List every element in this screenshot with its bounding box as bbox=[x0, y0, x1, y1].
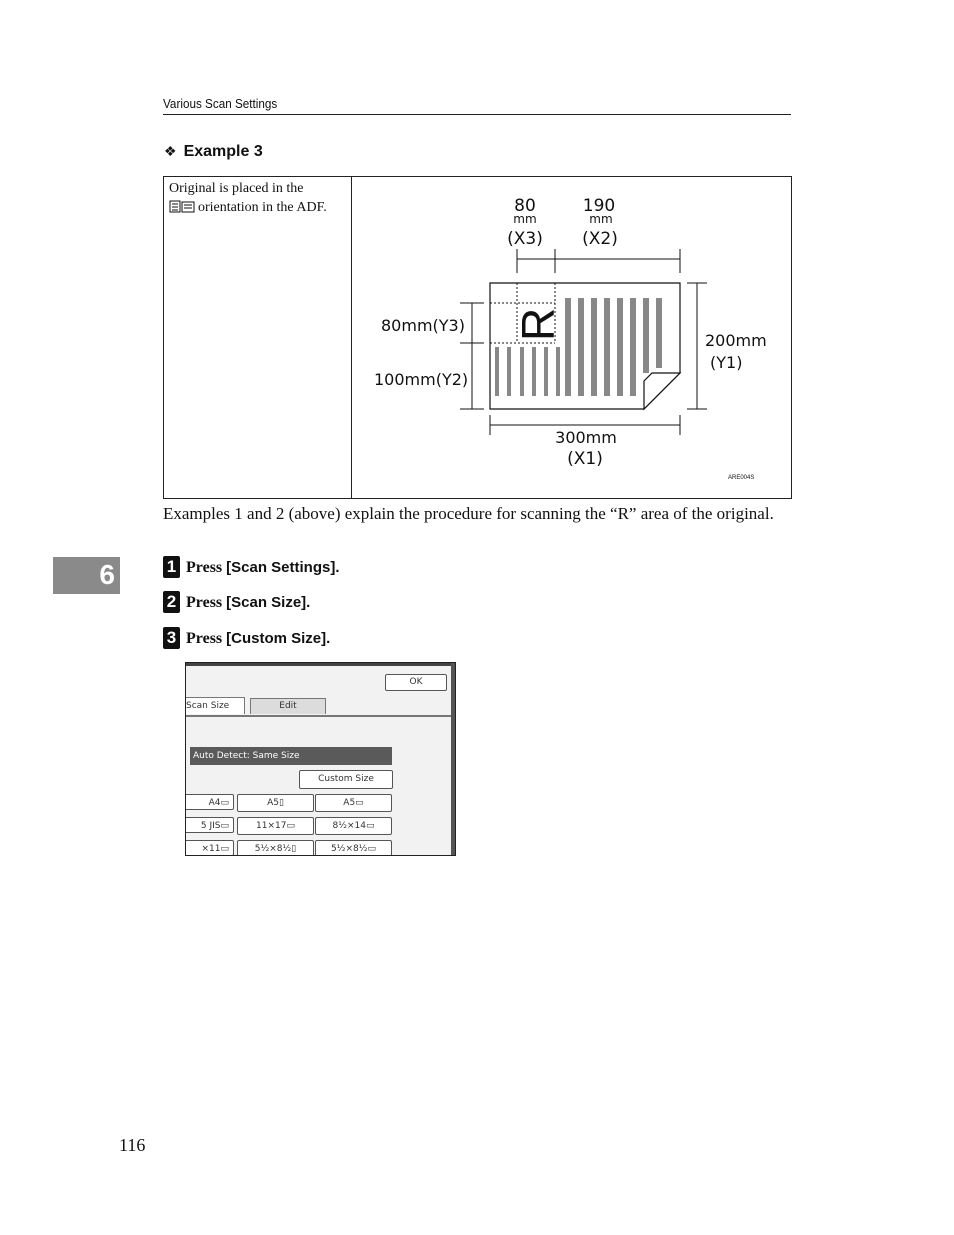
x3-unit-label: mm bbox=[513, 212, 537, 226]
example-heading-text: Example 3 bbox=[183, 143, 263, 160]
x3-axis-label: (X3) bbox=[507, 229, 543, 249]
step-instruction bbox=[186, 594, 310, 612]
size-button[interactable]: ×11▭ bbox=[185, 840, 234, 856]
step-key-label: [Scan Size]. bbox=[226, 594, 311, 611]
y1-axis-label: (Y1) bbox=[710, 353, 743, 372]
figure-code: ARE004S bbox=[728, 475, 755, 481]
size-button[interactable]: 11×17▭ bbox=[237, 817, 314, 835]
y3-axis-label: 80mm(Y3) bbox=[381, 316, 465, 335]
r-letter: R bbox=[512, 307, 564, 341]
x3-value-label: 80 bbox=[514, 196, 536, 216]
tab-underline bbox=[186, 715, 451, 717]
x2-value-label: 190 bbox=[582, 196, 616, 216]
step-key-label: [Scan Settings]. bbox=[226, 559, 340, 576]
panel-right-border bbox=[451, 663, 455, 855]
size-button[interactable]: A4▭ bbox=[185, 794, 234, 810]
scan-area-diagram bbox=[352, 177, 790, 498]
step-press-text: Press bbox=[186, 559, 227, 576]
chapter-tab bbox=[53, 557, 120, 594]
page-number: 116 bbox=[119, 1135, 146, 1155]
panel-top-border bbox=[186, 663, 455, 666]
x2-axis-label: (X2) bbox=[582, 229, 618, 249]
scanner-panel-screenshot bbox=[185, 662, 456, 856]
step-instruction bbox=[186, 630, 330, 648]
tab-scan-size[interactable]: Scan Size bbox=[186, 697, 245, 714]
x2-unit-label: mm bbox=[589, 212, 613, 226]
size-button[interactable]: 8½×14▭ bbox=[315, 817, 392, 835]
example-heading bbox=[164, 143, 263, 161]
ok-button[interactable]: OK bbox=[385, 674, 447, 691]
description-prefix: Original is placed in the bbox=[169, 181, 304, 196]
size-button[interactable]: 5 JIS▭ bbox=[185, 817, 234, 833]
chapter-number: 6 bbox=[99, 559, 115, 590]
y1-value-label: 200mm bbox=[705, 331, 767, 350]
size-button[interactable]: A5▯ bbox=[237, 794, 314, 812]
step-number-badge: 1 bbox=[163, 556, 180, 578]
step-instruction bbox=[186, 559, 340, 577]
orientation-icon bbox=[169, 200, 195, 213]
body-paragraph: Examples 1 and 2 (above) explain the procedure for scanning the “R” area of the original. bbox=[163, 504, 774, 523]
diamond-bullet-icon: ❖ bbox=[164, 143, 177, 159]
example-table bbox=[163, 176, 792, 499]
custom-size-button[interactable]: Custom Size bbox=[299, 770, 393, 789]
size-button[interactable]: A5▭ bbox=[315, 794, 392, 812]
example-description bbox=[169, 179, 344, 217]
step-key-label: [Custom Size]. bbox=[226, 630, 331, 647]
step-press-text: Press bbox=[186, 594, 227, 611]
running-header: Various Scan Settings bbox=[163, 96, 278, 111]
x1-axis-label: (X1) bbox=[567, 449, 603, 469]
step-number-badge: 3 bbox=[163, 627, 180, 649]
description-text: orientation in the ADF. bbox=[198, 200, 327, 215]
y2-axis-label: 100mm(Y2) bbox=[374, 370, 469, 389]
size-button[interactable]: 5½×8½▭ bbox=[315, 840, 392, 856]
tab-edit[interactable]: Edit bbox=[250, 698, 326, 714]
size-button[interactable]: 5½×8½▯ bbox=[237, 840, 314, 856]
step-press-text: Press bbox=[186, 630, 227, 647]
header-rule bbox=[163, 114, 791, 115]
step-number-badge: 2 bbox=[163, 591, 180, 613]
auto-detect-button[interactable]: Auto Detect: Same Size bbox=[190, 747, 392, 765]
x1-value-label: 300mm bbox=[555, 428, 617, 447]
